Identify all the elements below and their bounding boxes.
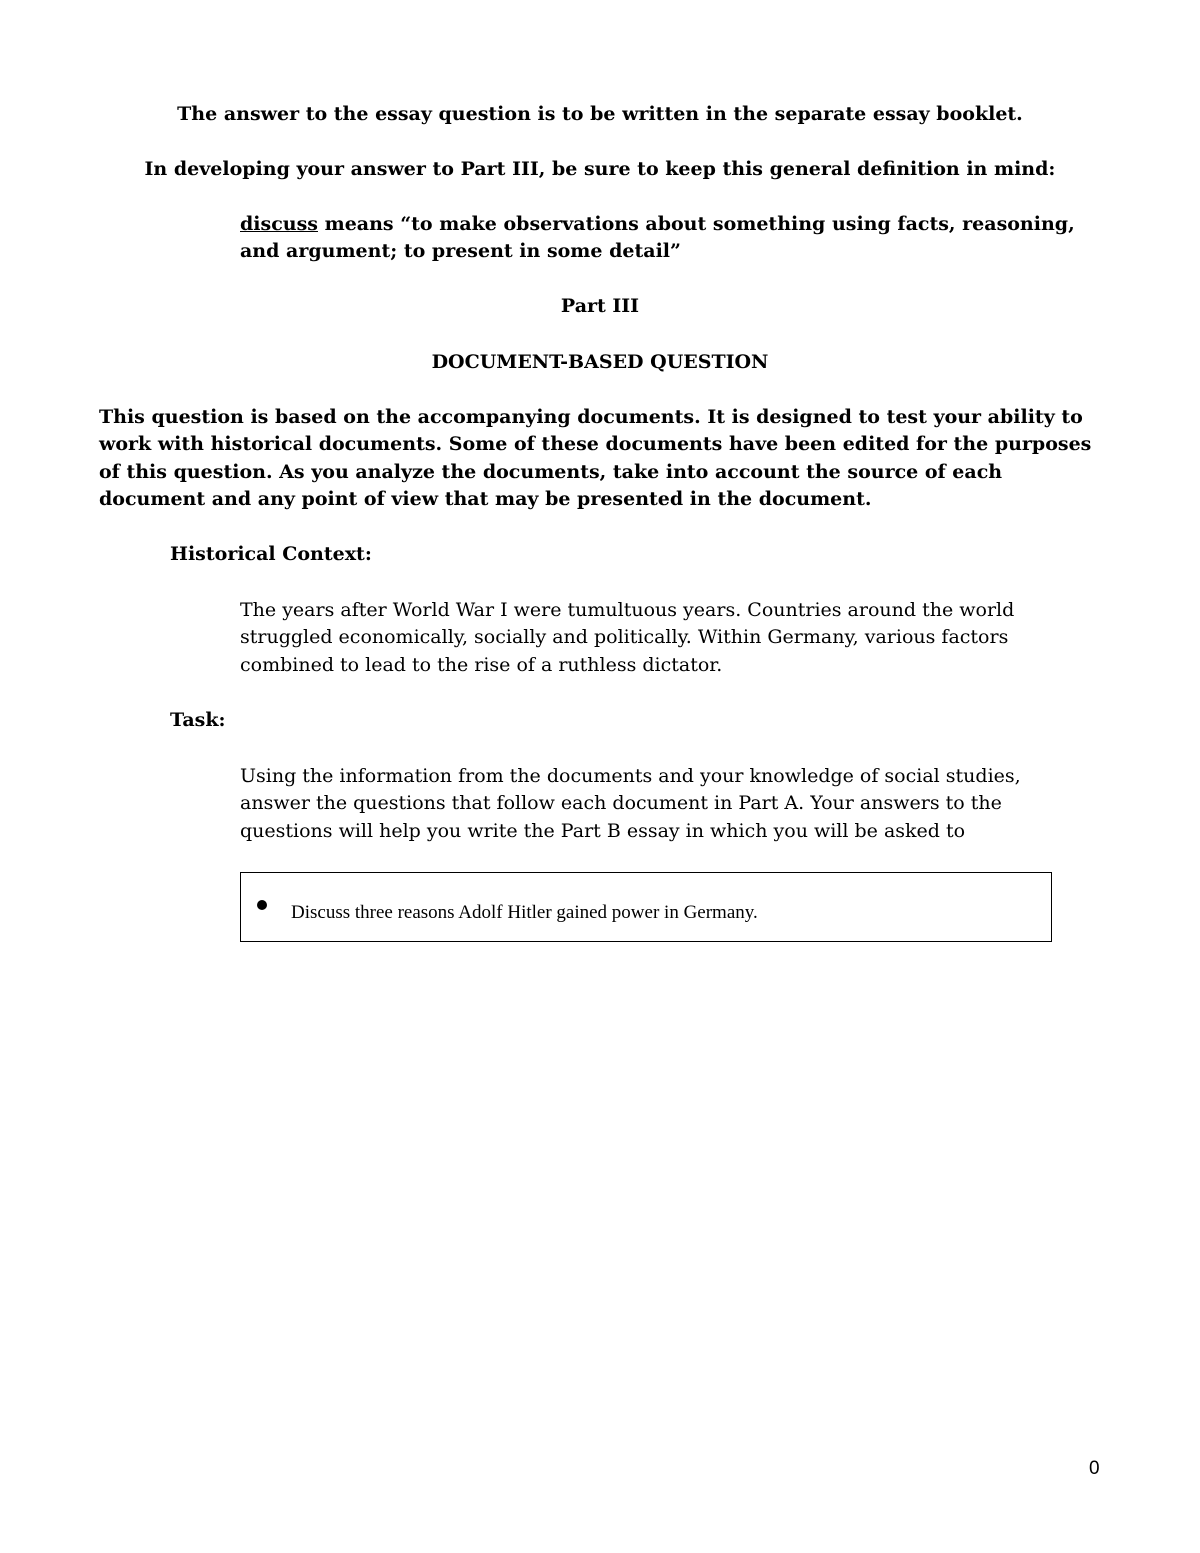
definition-line-2: and argument; to present in some detail” xyxy=(240,240,681,262)
intro-line: work with historical documents. Some of these documents have been edited for the purposes xyxy=(99,433,1092,455)
intro-line: of this question. As you analyze the documents, take into account the source of each xyxy=(99,461,1003,483)
intro-line: This question is based on the accompanying documents. It is designed to test your ability to xyxy=(99,406,1083,428)
context-line: combined to lead to the rise of a ruthless dictator. xyxy=(240,654,723,676)
section-heading: DOCUMENT-BASED QUESTION xyxy=(431,351,769,373)
definition-line-1 xyxy=(240,210,1075,238)
bullet-icon xyxy=(257,900,267,910)
task-line: questions will help you write the Part B essay in which you will be asked to xyxy=(240,820,966,842)
task-line: answer the questions that follow each document in Part A. Your answers to the xyxy=(240,792,1002,814)
task-bullet-text: Discuss three reasons Adolf Hitler gained power in Germany. xyxy=(291,902,758,923)
context-line: struggled economically, socially and politically. Within Germany, various factors xyxy=(240,626,1009,648)
task-line: Using the information from the documents and your knowledge of social studies, xyxy=(240,765,1021,787)
page-number: 0 xyxy=(1089,1458,1100,1479)
essay-booklet-instruction: The answer to the essay question is to be written in the separate essay booklet. xyxy=(177,103,1023,125)
task-box xyxy=(240,872,1052,942)
part-heading: Part III xyxy=(560,295,640,317)
definition-text-1: means “to make observations about something using facts, reasoning, xyxy=(317,213,1075,235)
historical-context-label: Historical Context: xyxy=(170,543,372,565)
definition-term: discuss xyxy=(240,213,318,235)
task-label: Task: xyxy=(170,709,226,731)
intro-line: document and any point of view that may be presented in the document. xyxy=(99,488,872,510)
developing-instruction: In developing your answer to Part III, be sure to keep this general definition in mind: xyxy=(144,158,1056,180)
context-line: The years after World War I were tumultuous years. Countries around the world xyxy=(240,599,1015,621)
